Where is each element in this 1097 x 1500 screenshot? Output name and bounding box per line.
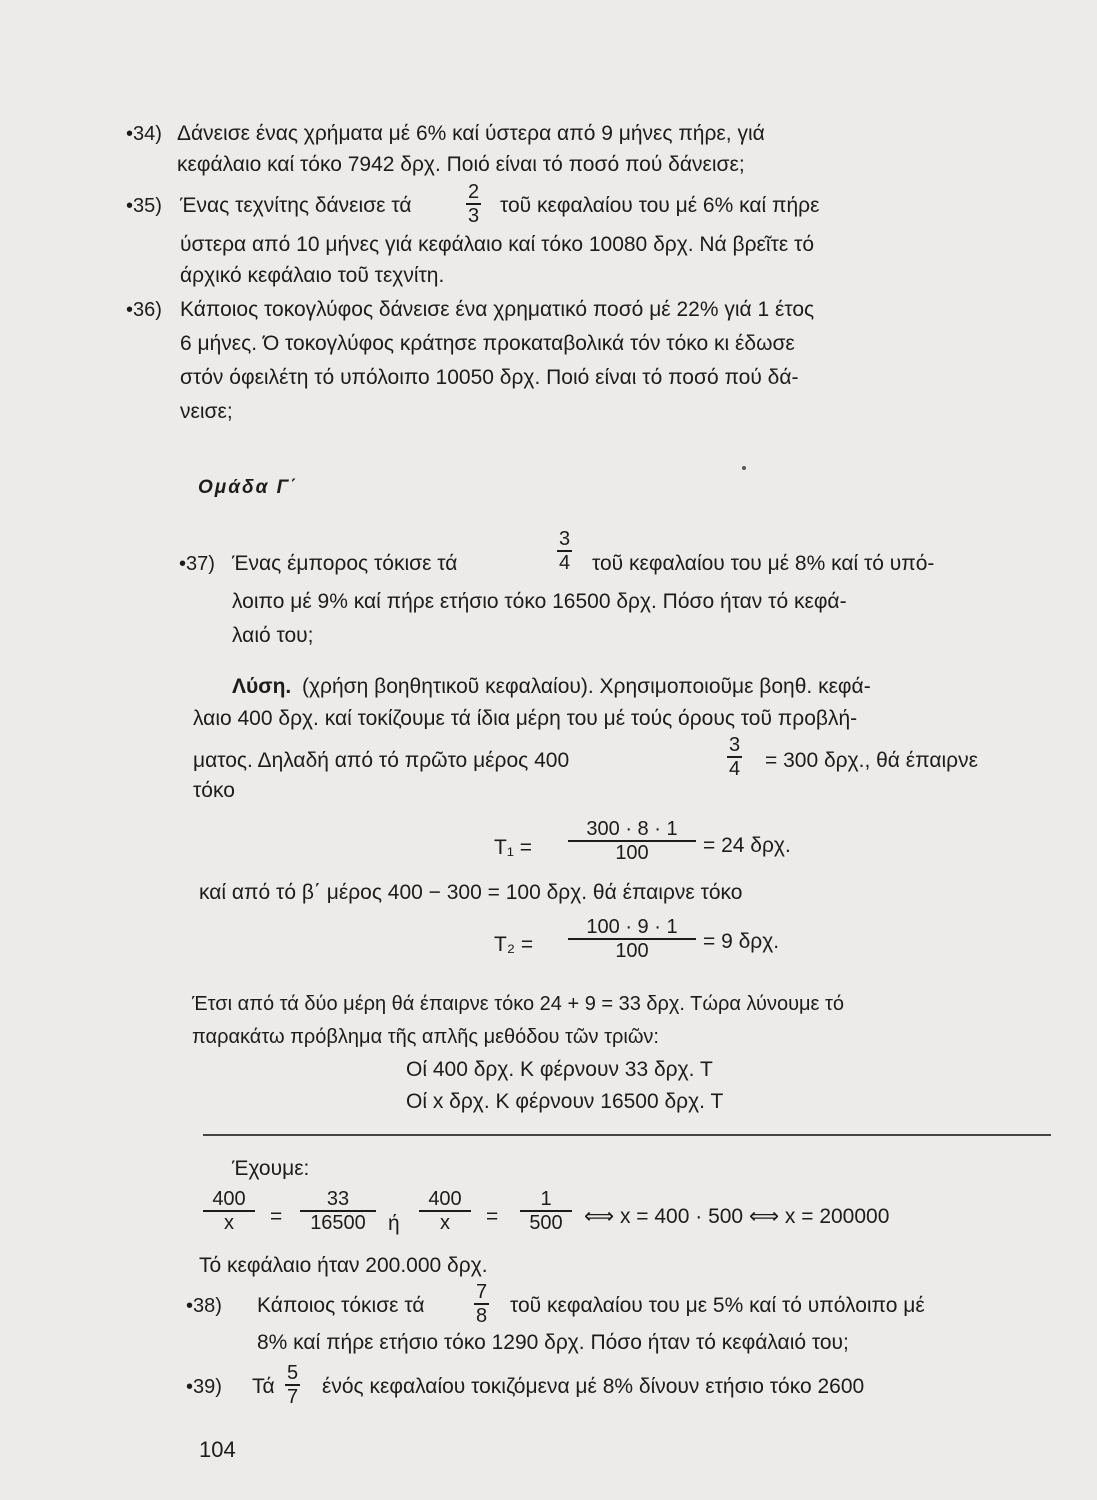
problem-35-line-1-post: τοῦ κεφαλαίου του μέ 6% καί πήρε [500, 194, 820, 217]
fraction-denominator: x [203, 1210, 255, 1234]
fraction-denominator: 8 [476, 1305, 488, 1327]
equation-equals-1: = [270, 1205, 283, 1228]
fraction-denominator: 100 [568, 938, 696, 962]
equation-or: ή [388, 1212, 400, 1235]
fraction-denominator: 3 [468, 205, 480, 227]
solution-line-7: παρακάτω πρόβλημα τῆς απλῆς μεθόδου τῶν τριῶν: [192, 1026, 659, 1048]
problem-36-line-3: στόν όφειλέτη τό υπόλοιπο 10050 δρχ. Ποιό είναι τό ποσό πού δά- [180, 366, 799, 389]
problem-35-line-3: άρχικό κεφάλαιο τοῦ τεχνίτη. [180, 264, 445, 287]
fraction-numerator: 100 · 9 · 1 [586, 916, 678, 938]
problem-39-number: •39) [186, 1376, 222, 1398]
problem-35-line-1-pre: Ένας τεχνίτης δάνεισε τά [180, 194, 412, 217]
page-number: 104 [199, 1437, 236, 1462]
t2-result: = 9 δρχ. [703, 930, 780, 953]
fraction-numerator: 3 [729, 734, 741, 756]
equation-fraction-3 [419, 1188, 471, 1234]
equation-tail: ⟺ x = 400 · 500 ⟺ x = 200000 [584, 1205, 890, 1228]
solution-line-1: (χρήση βοηθητικοῦ κεφαλαίου). Χρησιμοποιοῦμε βοηθ. κεφά- [302, 675, 871, 698]
t1-label: T₁ = [494, 836, 533, 859]
problem-38-line-1-post: τοῦ κεφαλαίου του με 5% καί τό υπόλοιπο μέ [510, 1294, 925, 1317]
problem-36-line-2: 6 μήνες. Ό τοκογλύφος κράτησε προκαταβολικά τόν τόκο κι έδωσε [180, 332, 795, 355]
have-label: Έχουμε: [232, 1157, 310, 1180]
rule-of-three-line-2: Οί x δρχ. Κ φέρνουν 16500 δρχ. Τ [406, 1090, 724, 1113]
problem-35-fraction [466, 181, 481, 227]
fraction-numerator: 5 [287, 1362, 299, 1384]
problem-38-line-1-pre: Κάποιος τόκισε τά [257, 1294, 425, 1317]
fraction-numerator: 400 [428, 1188, 462, 1210]
problem-37-number: •37) [179, 553, 215, 575]
problem-37-fraction [557, 528, 572, 574]
equation-fraction-4 [520, 1188, 572, 1234]
fraction-numerator: 33 [326, 1188, 350, 1210]
fraction-denominator: 4 [729, 758, 741, 780]
solution-line-3-pre: ματος. Δηλαδή από τό πρῶτο μέρος 400 [193, 749, 570, 772]
horizontal-rule [203, 1134, 1051, 1136]
fraction-denominator: 100 [568, 840, 696, 864]
problem-39-line-1-post: ένός κεφαλαίου τοκιζόμενα μέ 8% δίνουν ετήσιο τόκο 2600 [322, 1375, 865, 1398]
equation-equals-2: = [486, 1205, 499, 1228]
solution-label: Λύση. [232, 675, 292, 698]
scan-speck [742, 466, 746, 470]
problem-37-line-2: λοιπο μέ 9% καί πήρε ετήσιο τόκο 16500 δρχ. Πόσο ήταν τό κεφά- [232, 590, 847, 613]
t2-fraction [568, 916, 696, 962]
solution-line-5: καί από τό β΄ μέρος 400 − 300 = 100 δρχ. θά έπαιρνε τόκο [199, 881, 743, 904]
fraction-denominator: x [419, 1210, 471, 1234]
equation-fraction-2 [300, 1188, 376, 1234]
fraction-numerator: 3 [559, 528, 571, 550]
fraction-denominator: 7 [287, 1386, 299, 1408]
rule-of-three-line-1: Οί 400 δρχ. Κ φέρνουν 33 δρχ. Τ [406, 1058, 713, 1081]
problem-34-line-1: Δάνεισε ένας χρήματα μέ 6% καί ύστερα από 9 μήνες πήρε, γιά [177, 122, 765, 145]
problem-38-fraction [474, 1281, 489, 1327]
fraction-numerator: 300 · 8 · 1 [586, 818, 678, 840]
solution-line-2: λαιο 400 δρχ. καί τοκίζουμε τά ίδια μέρη του μέ τούς όρους τοῦ προβλή- [193, 707, 858, 730]
problem-35-number: •35) [126, 195, 162, 217]
solution-line-4: τόκο [193, 779, 235, 802]
problem-37-line-1-pre: Ένας έμπορος τόκισε τά [232, 552, 458, 575]
fraction-numerator: 400 [212, 1188, 246, 1210]
equation-fraction-1 [203, 1188, 255, 1234]
problem-34-number: •34) [126, 123, 162, 145]
problem-37-line-3: λαιό του; [232, 624, 314, 647]
t1-result: = 24 δρχ. [703, 834, 791, 857]
fraction-denominator: 16500 [300, 1210, 376, 1234]
problem-36-line-1: Κάποιος τοκογλύφος δάνεισε ένα χρηματικό ποσό μέ 22% γιά 1 έτος [180, 298, 815, 321]
t1-fraction [568, 818, 696, 864]
fraction-denominator: 4 [559, 552, 571, 574]
t2-label: T₂ = [494, 933, 534, 956]
problem-35-line-2: ύστερα από 10 μήνες γιά κεφάλαιο καί τόκο 10080 δρχ. Νά βρεῖτε τό [180, 233, 815, 256]
fraction-numerator: 1 [540, 1188, 552, 1210]
problem-36-number: •36) [126, 299, 162, 321]
solution-line-3-post: = 300 δρχ., θά έπαιρνε [765, 749, 978, 772]
problem-36-line-4: νεισε; [180, 400, 233, 423]
solution-conclusion: Τό κεφάλαιο ήταν 200.000 δρχ. [199, 1254, 488, 1277]
fraction-numerator: 7 [476, 1281, 488, 1303]
problem-37-line-1-post: τοῦ κεφαλαίου του μέ 8% καί τό υπό- [592, 552, 935, 575]
problem-38-number: •38) [186, 1295, 222, 1317]
problem-39-fraction [285, 1362, 300, 1408]
solution-fraction [727, 734, 742, 780]
problem-34-line-2: κεφάλαιο καί τόκο 7942 δρχ. Ποιό είναι τό ποσό πού δάνεισε; [177, 153, 745, 176]
group-heading: Ομάδα Γ΄ [198, 477, 299, 498]
problem-39-line-1-pre: Τά [252, 1375, 275, 1398]
fraction-numerator: 2 [468, 181, 480, 203]
solution-line-6: Έτσι από τά δύο μέρη θά έπαιρνε τόκο 24 + 9 = 33 δρχ. Τώρα λύνουμε τό [192, 993, 845, 1015]
problem-38-line-2: 8% καί πήρε ετήσιο τόκο 1290 δρχ. Πόσο ήταν τό κεφάλαιό του; [257, 1331, 849, 1354]
fraction-denominator: 500 [520, 1210, 572, 1234]
